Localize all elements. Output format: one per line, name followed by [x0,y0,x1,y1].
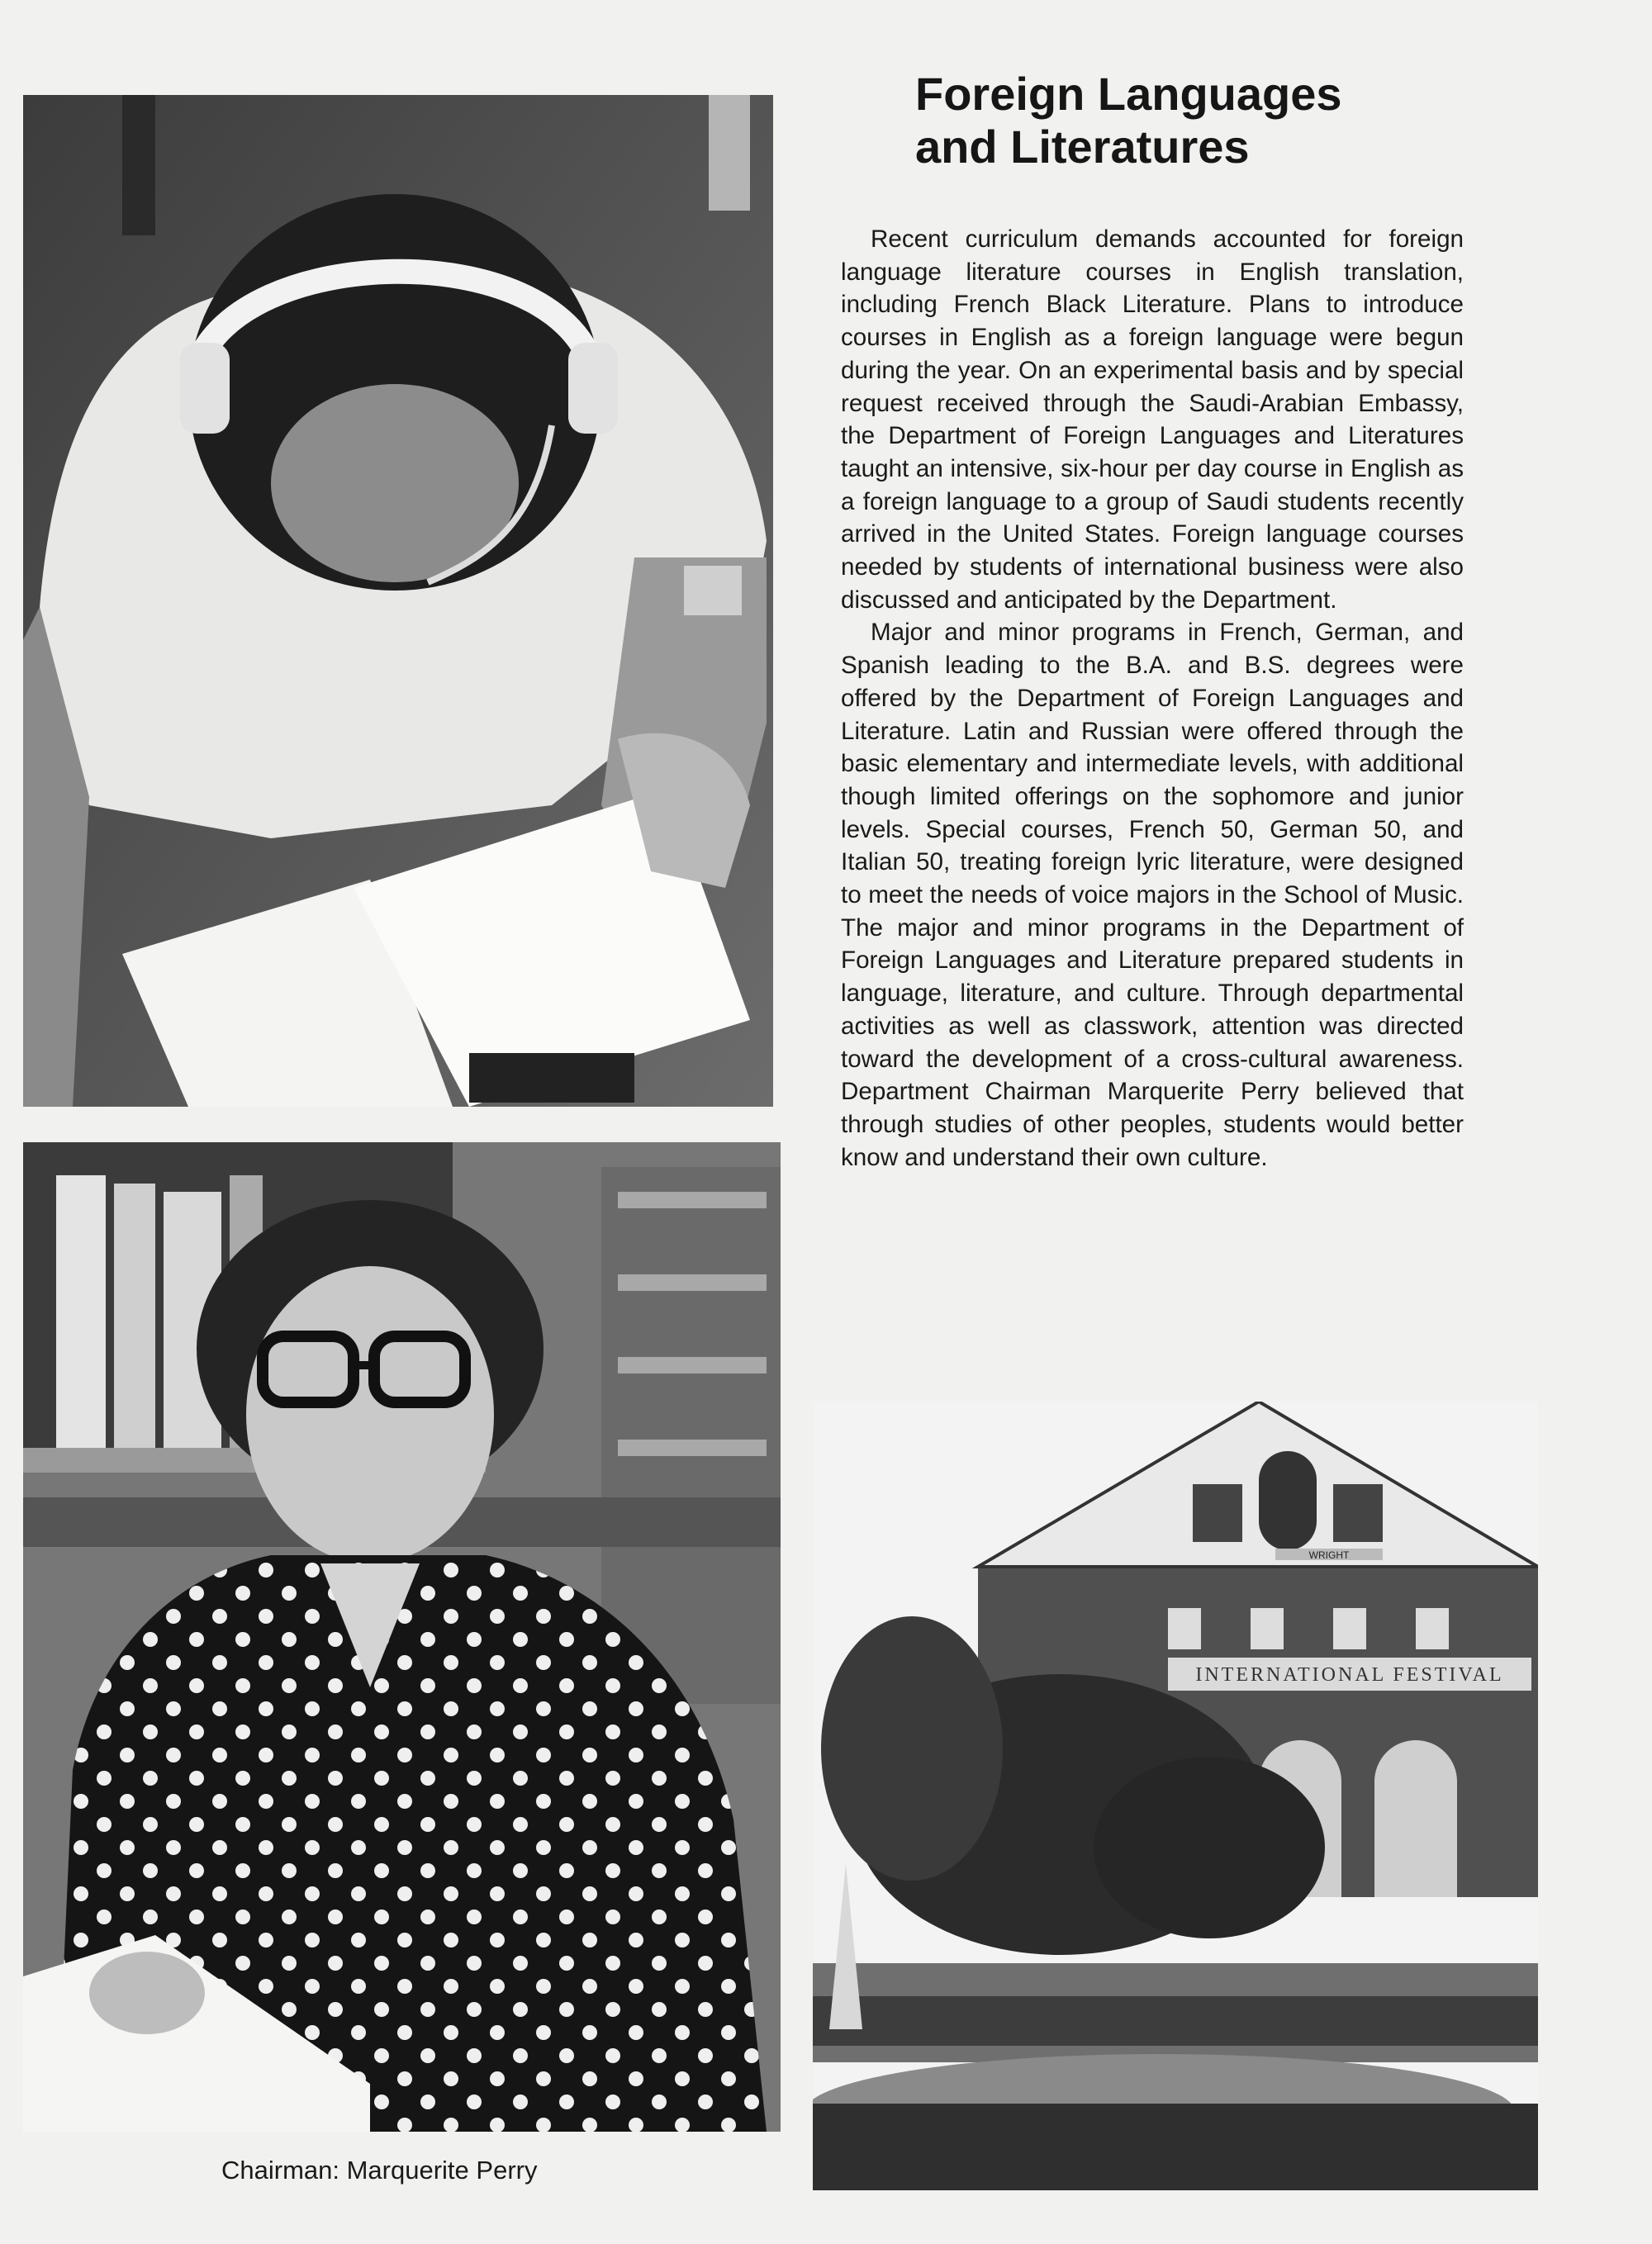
chairman-portrait-illustration [23,1142,781,2132]
student-headset-illustration [23,95,773,1107]
title-line-2: and Literatures [915,121,1250,173]
paragraph-2: Major and minor programs in French, German, and Spanish leading to the B.A. and B.S. degrees were offered by the Department of Foreign Languages and Literature. Latin and Russian were offered through the basic elementary and intermediate levels, with additional though limited offerings on the sophomore and junior levels. Special courses, French 50, German 50, and Italian 50, treating foreign lyric literature, were designed to meet the needs of voice majors in the School of Music. The major and minor programs in the Department of Foreign Languages and Literature prepared students in language, literature, and culture. Through departmental activities as well as classwork, attention was directed toward the development of a cross-cultural awareness. Department Chairman Marquerite Perry believed that through studies of other peoples, students would better know and understand their own culture. [841,619,1464,1171]
building-sign: WRIGHT [1308,1549,1350,1561]
article-body [841,223,1464,1174]
festival-banner: INTERNATIONAL FESTIVAL [1195,1664,1504,1686]
wright-building-photo [813,1402,1538,2190]
page-title [915,68,1543,173]
student-headset-photo [23,95,773,1107]
title-line-1: Foreign Languages [915,68,1342,120]
chairman-caption: Chairman: Marquerite Perry [221,2156,538,2185]
building-illustration [813,1402,1538,2190]
chairman-portrait-photo [23,1142,781,2132]
paragraph-1: Recent curriculum demands accounted for foreign language literature courses in English translation, including French Black Literature. Plans to introduce courses in English as a foreign language were begun during the year. On an experimental basis and by special request received through the Saudi-Arabian Embassy, the Department of Foreign Languages and Literatures taught an intensive, six-hour per day course in English as a foreign language to a group of Saudi students recently arrived in the United States. Foreign language courses needed by students of international business were also discussed and anticipated by the Department. [841,225,1464,614]
